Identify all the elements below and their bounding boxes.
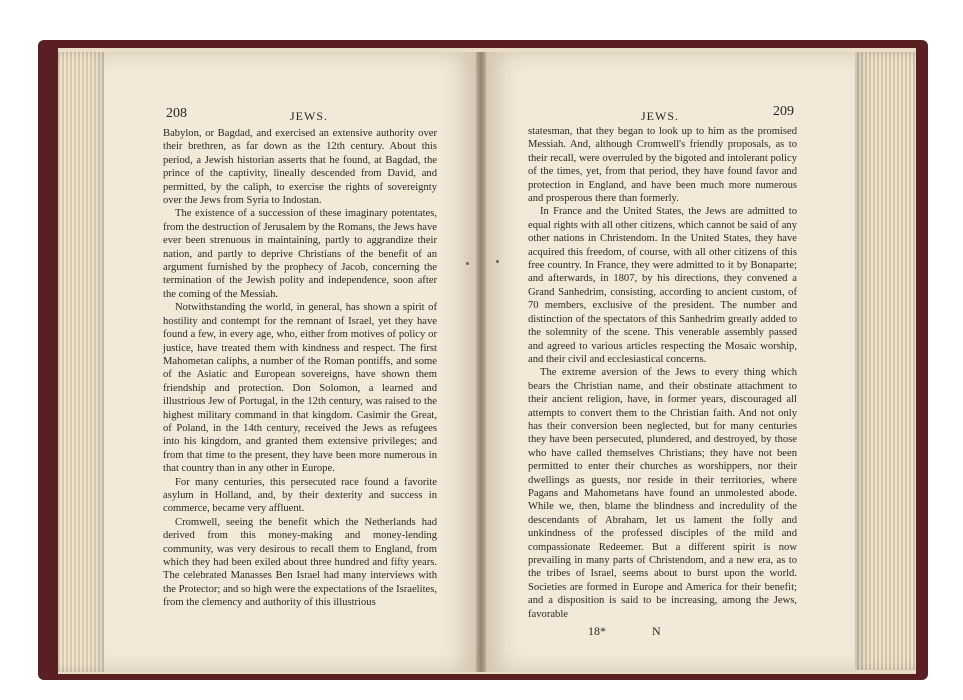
right-page-number: 209: [773, 104, 794, 119]
right-page-text: [528, 125, 797, 621]
paper-speck: [496, 260, 499, 263]
right-paragraph: In France and the United States, the Jews are admitted to equal rights with all other citizens, which cannot be said of any other nations in Christendom. In the United States, they have acquired this freedom, of course, with all other citizens of this free country. In France, they were admitted to it by Bonaparte; and afterwards, in 1807, by his directions, they convened a Grand Sanhedrim, consisting, according to ancient custom, of 70 members, exclusive of the president. The number and distinction of the spectators of this Sanhedrim greatly added to the solemnity of the scene. This venerable assembly passed and agreed to various articles respecting the Mosaic worship, and their civil and ecclesiastical concerns.: [528, 206, 797, 365]
page-edges-right: [855, 52, 915, 670]
book-gutter: [476, 52, 486, 672]
left-paragraph: Notwithstanding the world, in general, has shown a spirit of hostility and contempt for the remnant of Israel, yet they have found a few, in every age, who, either from motives of policy or justice, have treated them with kindness and respect. The first Mahometan caliphs, a number of the Roman pontiffs, and some of the Asiatic and European sovereigns, have shown them friendship and protection. Don Solomon, a learned and illustrious Jew of Portugal, in the 12th century, was raised to the highest military command in that kingdom. Casimir the Great, of Poland, in the 14th century, received the Jews as refugees into his kingdom, and granted them extensive privileges; and from that time to the present, they have been more numerous in that country than in any other in Europe.: [163, 302, 437, 475]
paper-speck: [466, 262, 469, 265]
right-paragraph: statesman, that they began to look up to him as the promised Messiah. And, although Cromwell's friendly proposals, as to their recall, were overruled by the bigoted and intolerant policy of the times, yet, from that period, they have found favor and protection in England, and have been much more numerous and prosperous there than formerly.: [528, 126, 797, 205]
left-paragraph: Babylon, or Bagdad, and exercised an extensive authority over their brethren, as far down as the 12th century. About this period, a Jewish historian asserts that he found, at Bagdad, the prince of the captivity, lineally descended from David, and permitted, by the caliph, to exercise the rights of sovereignty over the Jews from Syria to Indostan.: [163, 128, 437, 207]
signature-letter: N: [652, 624, 661, 638]
left-running-head: JEWS.: [290, 109, 328, 123]
left-paragraph: The existence of a succession of these imaginary potentates, from the destruction of Jerusalem by the Romans, the Jews have ever been strenuous in maintaining, partly to aggrandize their nation, and partly to deprive Christians of the benefit of an argument furnished by the prophecy of Jacob, concerning the termination of the Jewish polity and independence, soon after the coming of the Messiah.: [163, 208, 437, 300]
left-page-number: 208: [166, 106, 187, 121]
left-paragraph: For many centuries, this persecuted race found a favorite asylum in Holland, and, by their dexterity and success in commerce, became very affluent.: [163, 476, 437, 515]
signature-mark: 18*: [588, 624, 606, 638]
right-paragraph: The extreme aversion of the Jews to every thing which bears the Christian name, and their obstinate attachment to their ancient religion, have, in former years, discouraged all attempts to convert them to the Christian faith. And not only has their conversion been neglected, but for many centuries they have been persecuted, plundered, and destroyed, by those who have called themselves Christians; they have not been permitted to enter their churches as worshippers, nor their dwellings as guests, nor reside in their territories, where Pagans and Mahometans have found an unmolested abode. While we, then, blame the blindness and incredulity of the descendants of Abraham, let us lament the folly and unkindness of the professed disciples of the mild and compassionate Redeemer. But a different spirit is now prevailing in many parts of Christendom, and a new era, as to the tribes of Israel, seems about to burst upon the world. Societies are formed in Europe and America for their benefit; and a disposition is said to be increasing, among the Jews, favorable: [528, 367, 797, 620]
right-running-head: JEWS.: [641, 109, 679, 123]
left-page-text: [163, 127, 437, 610]
left-paragraph: Cromwell, seeing the benefit which the Netherlands had derived from this money-making and money-lending community, was very desirous to recall them to England, from which they had been exiled about three hundred and fifty years. The celebrated Manasses Ben Israel had many interviews with the Protector; and so high were the expectations of the Israelites, from the clemency and authority of this illustrious: [163, 516, 437, 609]
page-edges-left: [58, 52, 108, 672]
